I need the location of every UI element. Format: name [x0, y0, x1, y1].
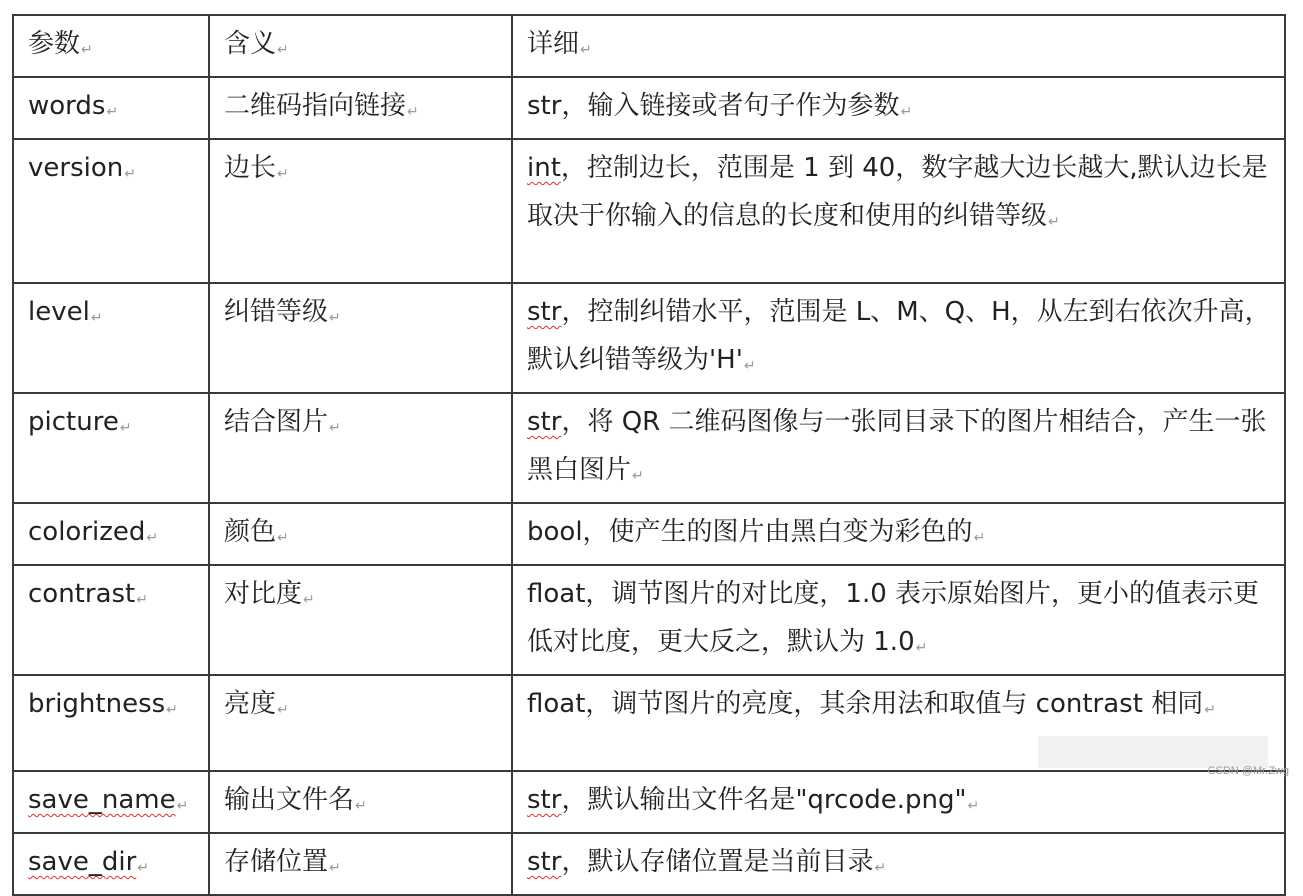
detail-cell: float，调节图片的亮度，其余用法和取值与 contrast 相同↵	[512, 675, 1285, 771]
table-row	[13, 565, 1285, 675]
detail-cell: bool，使产生的图片由黑白变为彩色的↵	[512, 503, 1285, 565]
csdn-watermark: CSDN @Mr.Zwg	[1207, 765, 1289, 777]
table-row	[13, 283, 1285, 393]
meaning-cell: 纠错等级↵	[209, 283, 512, 393]
table-row	[13, 393, 1285, 503]
param-cell: colorized↵	[13, 503, 209, 565]
param-cell: contrast↵	[13, 565, 209, 675]
meaning-cell: 存储位置↵	[209, 833, 512, 895]
meaning-cell: 二维码指向链接↵	[209, 77, 512, 139]
detail-cell: int，控制边长，范围是 1 到 40，数字越大边长越大,默认边长是取决于你输入的信息的长度和使用的纠错等级↵	[512, 139, 1285, 283]
header-cell: 含义↵	[209, 15, 512, 77]
detail-cell: str，控制纠错水平，范围是 L、M、Q、H，从左到右依次升高，默认纠错等级为'H'↵	[512, 283, 1285, 393]
watermark-background	[1038, 736, 1268, 768]
param-cell: brightness↵	[13, 675, 209, 771]
param-cell: version↵	[13, 139, 209, 283]
meaning-cell: 结合图片↵	[209, 393, 512, 503]
meaning-cell: 边长↵	[209, 139, 512, 283]
header-cell: 详细↵	[512, 15, 1285, 77]
header-cell: 参数↵	[13, 15, 209, 77]
table-row	[13, 503, 1285, 565]
detail-cell: str，输入链接或者句子作为参数↵	[512, 77, 1285, 139]
table-header-row	[13, 15, 1285, 77]
detail-cell: float，调节图片的对比度，1.0 表示原始图片，更小的值表示更低对比度，更大反之，默认为 1.0↵	[512, 565, 1285, 675]
table-row	[13, 77, 1285, 139]
meaning-cell: 输出文件名↵	[209, 771, 512, 833]
detail-cell: str，默认输出文件名是"qrcode.png"↵	[512, 771, 1285, 833]
meaning-cell: 亮度↵	[209, 675, 512, 771]
table-row	[13, 771, 1285, 833]
param-cell: level↵	[13, 283, 209, 393]
meaning-cell: 颜色↵	[209, 503, 512, 565]
param-cell: words↵	[13, 77, 209, 139]
detail-cell: str，将 QR 二维码图像与一张同目录下的图片相结合，产生一张黑白图片↵	[512, 393, 1285, 503]
table-row	[13, 139, 1285, 283]
table-row	[13, 833, 1285, 895]
param-cell: save_dir↵	[13, 833, 209, 895]
param-cell: save_name↵	[13, 771, 209, 833]
param-cell: picture↵	[13, 393, 209, 503]
meaning-cell: 对比度↵	[209, 565, 512, 675]
detail-cell: str，默认存储位置是当前目录↵	[512, 833, 1285, 895]
